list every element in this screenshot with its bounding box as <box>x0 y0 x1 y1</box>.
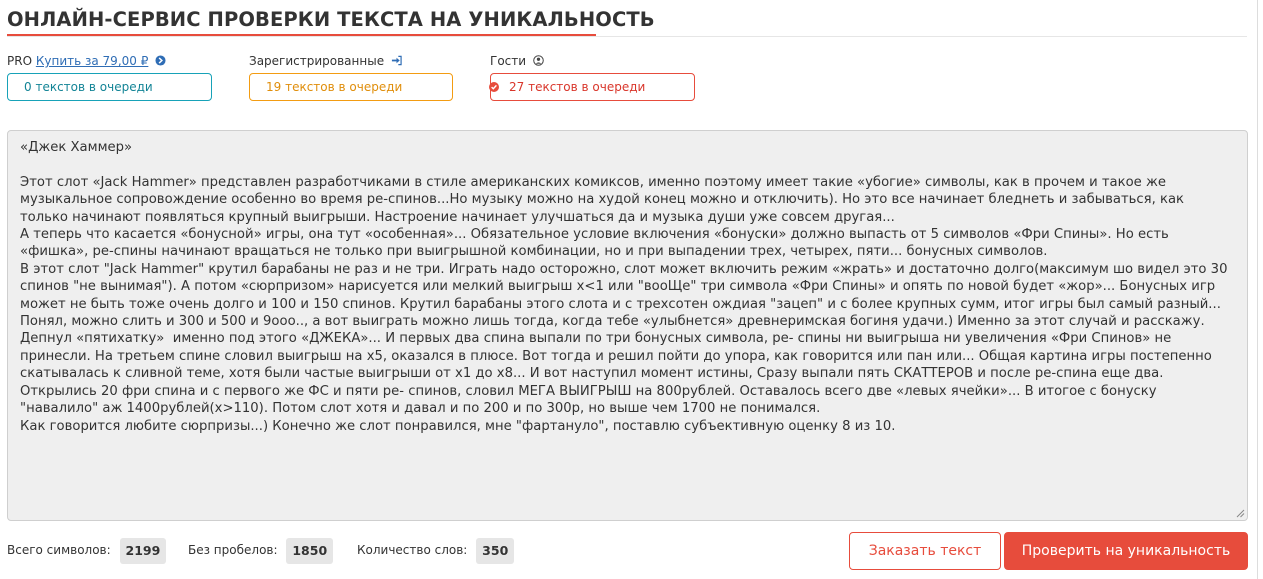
editor-paragraph: Как говорится любите сюрпризы...) Конечно же слот понравился, мне "фартануло", поставлю субъективную оценку 8 из 10. <box>20 418 896 434</box>
stat-nospace-label: Без пробелов: <box>188 543 278 557</box>
editor-paragraph: А теперь что касается «бонусной» игры, она тут «особенная»... Обязательное условие включения «бонуски» должно выпасть от 5 символов «Фри Спины». Но есть «фишка», ре-спины начинают вращаться не только при выигрышной комбинации, но и при выпадении трех, четырех, пяти... бонусных символов. <box>20 227 1173 260</box>
page-edge-divider <box>1257 0 1258 579</box>
queue-guests-header <box>490 53 695 69</box>
queue-pro <box>7 53 212 101</box>
queue-guests-count-text: 27 текстов в очереди <box>509 80 646 94</box>
editor-paragraph: В этот слот "Jack Hammer" крутил барабаны не раз и не три. Играть надо осторожно, слот может включить режим «жрать» и достаточно долго(максимум шо видел это 30 спинов "не вынимая"). А потом «сюрпризом» нарисуется или мелкий выигрыш х<1 или "вооЩе" три символа «Фри Спины» и опять по новой будет «жор»... Бонусных игр может не быть тоже очень долго и 100 и 150 спинов. Крутил барабаны этого слота и с трехсотен ождиая "зацеп" и с более крупных сумм, итог игры был самый разный... <box>20 261 1232 312</box>
queue-registered-count: 19 текстов в очереди <box>249 73 453 101</box>
editor-content[interactable] <box>20 139 1235 435</box>
order-text-button[interactable]: Заказать текст <box>849 532 1001 570</box>
check-uniqueness-button[interactable]: Проверить на уникальность <box>1004 532 1248 570</box>
resize-grip-icon[interactable] <box>1236 509 1245 518</box>
queue-guests <box>490 53 695 101</box>
buy-pro-link[interactable]: Купить за 79,00 ₽ <box>35 54 149 68</box>
editor-paragraph <box>20 156 1235 173</box>
editor-paragraph: Этот слот «Jack Hammer» представлен разработчиками в стиле американских комиксов, именно поэтому имеет такие «убогие» символы, как в прочем и такое же музыкальное сопровождение особенно во время ре-спинов...Но музыку можно на худой конец можно и отключить). Но это все начинает бледнеть и забываться, как только начинают появляться крупный выигрыши. Настроение начинает улучшаться да и музыка души уже совсем другая... <box>20 174 1189 225</box>
stat-words-value: 350 <box>476 538 514 564</box>
queue-pro-header <box>7 53 212 69</box>
queue-pro-label: PRO <box>7 54 33 68</box>
page-title: ОНЛАЙН-СЕРВИС ПРОВЕРКИ ТЕКСТА НА УНИКАЛЬНОСТЬ <box>7 8 655 31</box>
queue-registered <box>249 53 453 101</box>
stat-total-chars <box>7 536 166 564</box>
user-circle-icon <box>533 55 544 66</box>
stat-total-label: Всего символов: <box>7 543 111 557</box>
stat-total-value: 2199 <box>120 538 167 564</box>
stat-nospace-value: 1850 <box>286 538 333 564</box>
queue-registered-label: Зарегистрированные <box>249 54 385 68</box>
title-divider <box>7 36 1247 37</box>
queue-pro-count: 0 текстов в очереди <box>7 73 212 101</box>
arrow-circle-right-icon[interactable] <box>155 55 166 66</box>
queue-guests-count <box>490 73 695 101</box>
editor-paragraph: Понял, можно слить и 300 и 500 и 9ооо.., а вот выиграть можно лишь тогда, когда тебе «улыбнется» древнеримская богиня удачи.) Именно за этот случай и расскажу. <box>20 314 1205 330</box>
stat-word-count <box>357 536 514 564</box>
stat-words-label: Количество слов: <box>357 543 468 557</box>
editor-paragraph: «Джек Хаммер» <box>20 140 133 155</box>
editor-paragraph: Депнул «пятихатку» именно под этого «ДЖЕКА»... И первых два спина выпали по три бонусных символа, ре- спины ни выигрыша ни увеличения «Фри Спинов» не принесли. На третьем спине словил выигрыш на х5, оказался в плюсе. Вот тогда и решил пойти до упора, как говорится или пан или... Общая картина игры постепенно скатывалась к сливной теме, хотя были частые выигрыши от х1 до х8... И вот наступил момент истины, Сразу выпали пять СКАТТЕРОВ и после ре-спина еще два. Открылись 20 фри спина и с первого же ФС и пяти ре- спинов, словил МЕГА ВЫИГРЫШ на 800рублей. Оставалось всего две «левых ячейки»... В итогое с бонуску "навалило" аж 1400рублей(х>110). Потом слот хотя и давал и по 200 и по 300р, но выше чем 1700 не понимался. <box>20 331 1216 417</box>
text-editor[interactable] <box>7 130 1248 521</box>
check-circle-icon <box>489 82 499 92</box>
queue-guests-label: Гости <box>490 54 527 68</box>
queue-registered-header <box>249 53 453 69</box>
stat-no-spaces <box>188 536 333 564</box>
sign-in-icon <box>391 55 402 66</box>
